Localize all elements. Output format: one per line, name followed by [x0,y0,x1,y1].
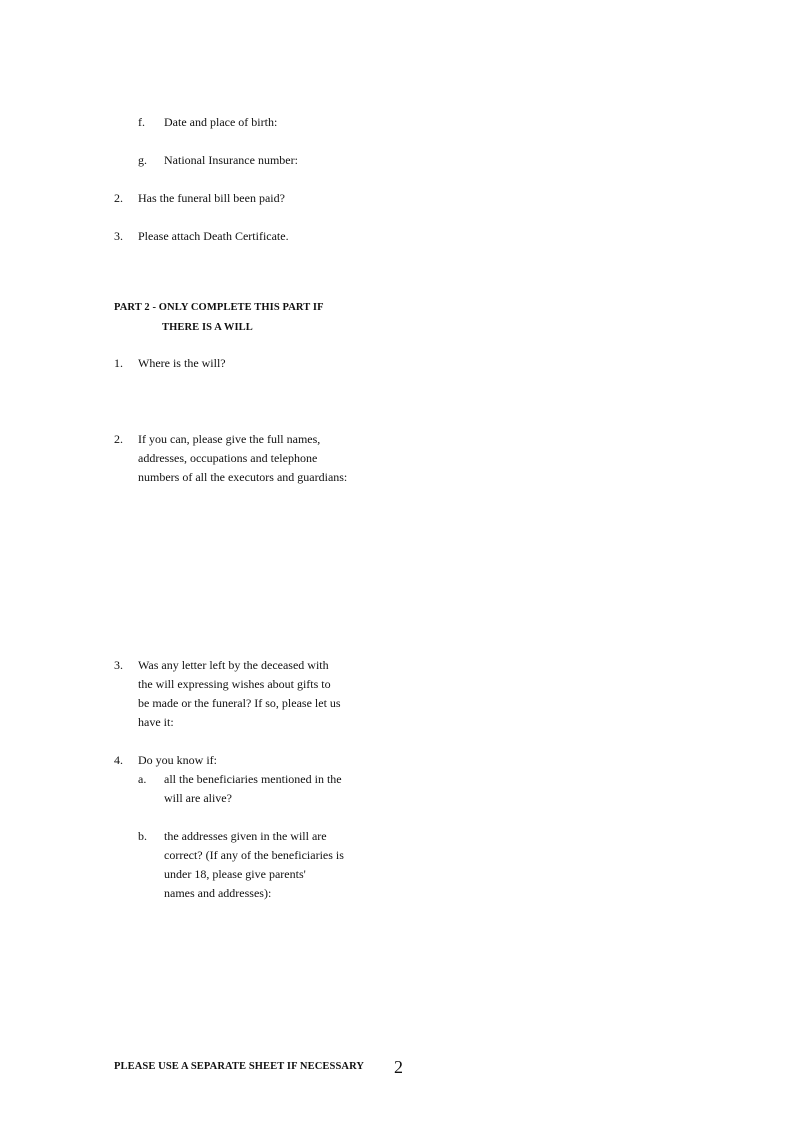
part1-q2-text: Has the funeral bill been paid? [138,191,285,205]
part2-q4-marker: 4. [114,753,123,767]
part2-q3-line: Was any letter left by the deceased with [138,658,329,672]
part1-q2-marker: 2. [114,191,123,205]
part2-q3-line: have it: [138,715,174,729]
part2-q1-marker: 1. [114,356,123,370]
part2-q4b-line: correct? (If any of the beneficiaries is [164,848,344,862]
part1-q3-text: Please attach Death Certificate. [138,229,289,243]
part2-q4b-line: names and addresses): [164,886,272,900]
part2-q4b-marker: b. [138,829,147,843]
footer-note: PLEASE USE A SEPARATE SHEET IF NECESSARY [114,1061,365,1072]
part2-q4a-line: will are alive? [164,791,232,805]
part2-q2-line: If you can, please give the full names, [138,432,321,446]
part2-q2-marker: 2. [114,432,123,446]
part2-q4a-line: all the beneficiaries mentioned in the [164,772,342,786]
part2-q3-line: the will expressing wishes about gifts to [138,677,331,691]
part2-q2-line: addresses, occupations and telephone [138,451,318,465]
part1-q3-marker: 3. [114,229,123,243]
item-f-text: Date and place of birth: [164,115,278,129]
part2-q2-line: numbers of all the executors and guardians: [138,470,348,484]
part2-q4b-line: the addresses given in the will are [164,829,327,843]
part2-heading-line2: THERE IS A WILL [162,322,253,333]
item-g-text: National Insurance number: [164,153,298,167]
part2-q1-text: Where is the will? [138,356,226,370]
part2-q4-text: Do you know if: [138,753,217,767]
item-g-marker: g. [138,153,147,167]
part2-heading-line1: PART 2 - ONLY COMPLETE THIS PART IF [114,302,324,313]
item-f-marker: f. [138,115,145,129]
page-number: 2 [394,1057,403,1077]
part2-q4b-line: under 18, please give parents' [164,867,306,881]
part2-q4a-marker: a. [138,772,147,786]
part2-q3-line: be made or the funeral? If so, please let us [138,696,341,710]
part2-q3-marker: 3. [114,658,123,672]
